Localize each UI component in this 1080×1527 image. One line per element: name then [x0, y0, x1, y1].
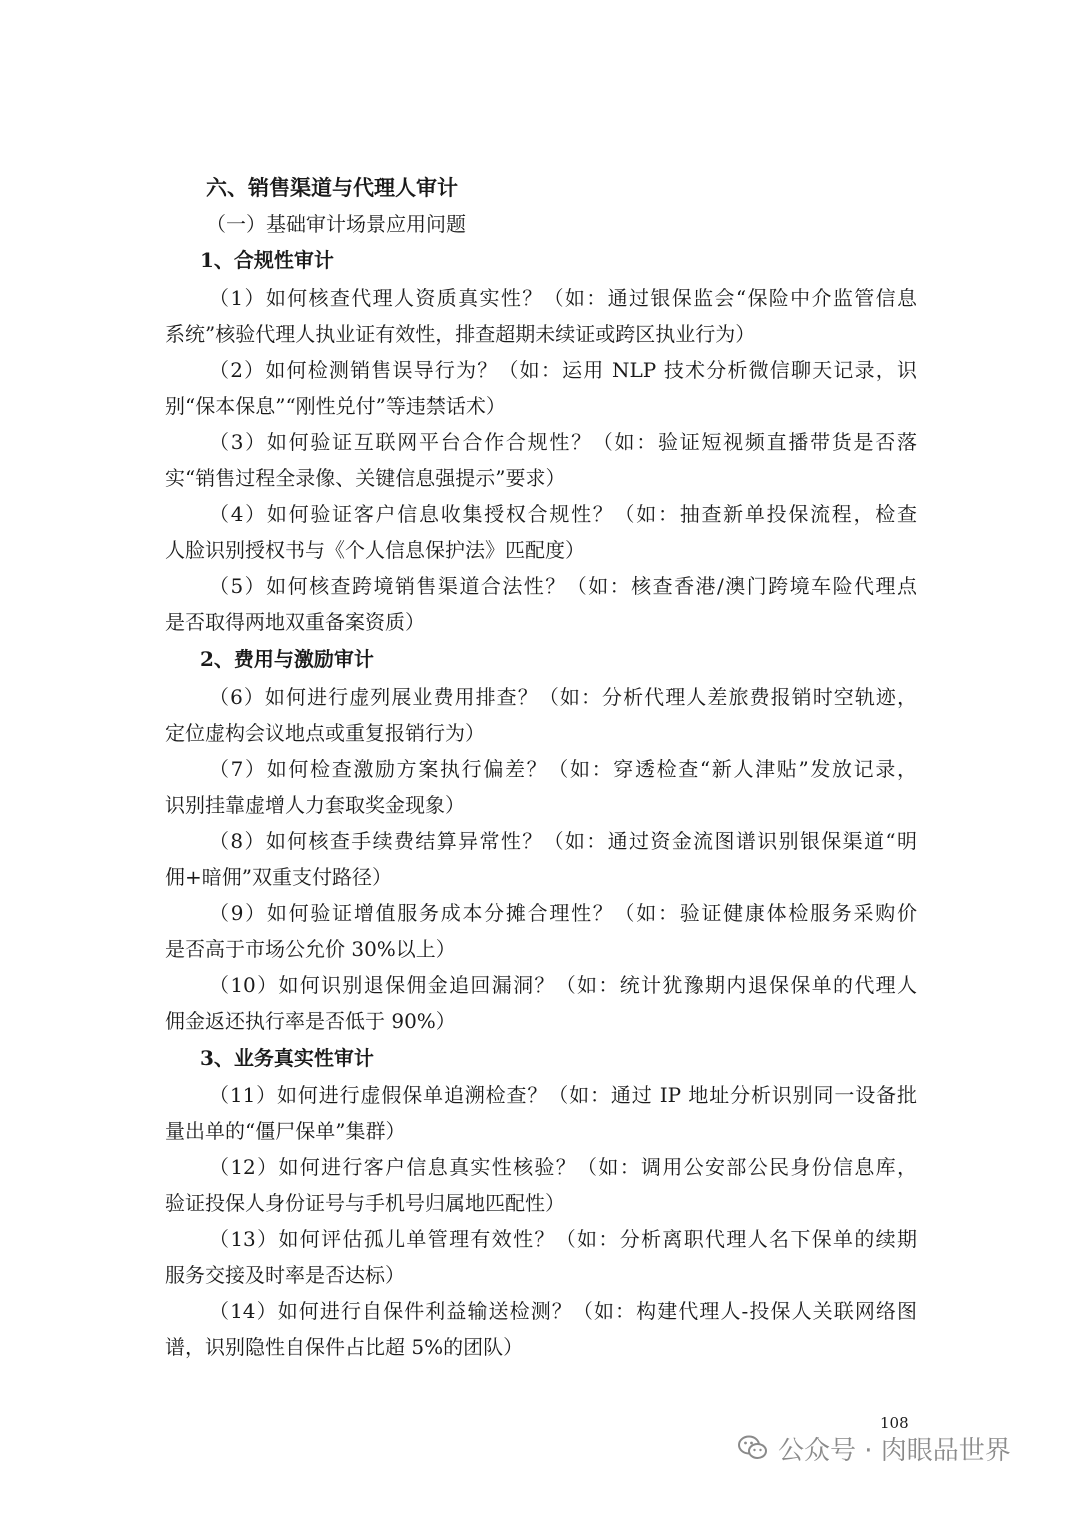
group-title-expense: 2、费用与激励审计: [200, 647, 374, 671]
item-line: （11）如何进行虚假保单追溯检查？（如：通过 IP 地址分析识别同一设备批: [209, 1083, 917, 1107]
item-line: （4）如何验证客户信息收集授权合规性？（如：抽查新单投保流程，检查: [209, 502, 917, 526]
item-line: （6）如何进行虚列展业费用排查？（如：分析代理人差旅费报销时空轨迹，: [209, 685, 917, 709]
item-line: （8）如何核查手续费结算异常性？（如：通过资金流图谱识别银保渠道“明: [209, 829, 917, 853]
list-item: [165, 1221, 917, 1293]
item-line: 系统”核验代理人执业证有效性，排查超期未续证或跨区执业行为）: [165, 322, 756, 346]
list-item: [165, 568, 917, 640]
list-item: [165, 967, 917, 1039]
item-line: 谱，识别隐性自保件占比超 5%的团队）: [165, 1335, 524, 1359]
list-item: [165, 280, 917, 352]
watermark: [738, 1428, 1011, 1468]
item-line: （5）如何核查跨境销售渠道合法性？（如：核查香港/澳门跨境车险代理点: [209, 574, 917, 598]
list-item: [165, 823, 917, 895]
item-line: （13）如何评估孤儿单管理有效性？（如：分析离职代理人名下保单的续期: [209, 1227, 917, 1251]
group-title-authenticity: 3、业务真实性审计: [200, 1046, 374, 1070]
item-line: 是否取得两地双重备案资质）: [165, 610, 425, 634]
item-line: 实“销售过程全录像、关键信息强提示”要求）: [165, 466, 566, 490]
item-line: 量出单的“僵尸保单”集群）: [165, 1119, 406, 1143]
item-line: 佣金返还执行率是否低于 90%）: [165, 1009, 456, 1033]
item-line: 定位虚构会议地点或重复报销行为）: [165, 721, 485, 745]
list-item: [165, 496, 917, 568]
wechat-icon: [738, 1435, 768, 1461]
item-line: 服务交接及时率是否达标）: [165, 1263, 405, 1287]
item-line: 是否高于市场公允价 30%以上）: [165, 937, 456, 961]
list-item: [165, 679, 917, 751]
item-line: （9）如何验证增值服务成本分摊合理性？（如：验证健康体检服务采购价: [209, 901, 917, 925]
list-item: [165, 1149, 917, 1221]
item-line: 佣+暗佣”双重支付路径）: [165, 865, 392, 889]
watermark-text: 公众号 · 肉眼品世界: [778, 1435, 1011, 1466]
item-line: 验证投保人身份证号与手机号归属地匹配性）: [165, 1191, 565, 1215]
item-line: 别“保本保息”“刚性兑付”等违禁话术）: [165, 394, 506, 418]
item-line: 识别挂靠虚增人力套取奖金现象）: [165, 793, 465, 817]
item-line: （12）如何进行客户信息真实性核验？（如：调用公安部公民身份信息库，: [209, 1155, 917, 1179]
item-line: （10）如何识别退保佣金追回漏洞？（如：统计犹豫期内退保保单的代理人: [209, 973, 917, 997]
subsection-title: （一）基础审计场景应用问题: [206, 212, 466, 236]
item-line: 人脸识别授权书与《个人信息保护法》匹配度）: [165, 538, 585, 562]
list-item: [165, 895, 917, 967]
item-line: （3）如何验证互联网平台合作合规性？（如：验证短视频直播带货是否落: [209, 430, 917, 454]
section-title: 六、销售渠道与代理人审计: [206, 176, 458, 200]
item-line: （1）如何核查代理人资质真实性？（如：通过银保监会“保险中介监管信息: [209, 286, 917, 310]
list-item: [165, 352, 917, 424]
list-item: [165, 1293, 917, 1365]
item-line: （14）如何进行自保件利益输送检测？（如：构建代理人-投保人关联网络图: [209, 1299, 917, 1323]
item-line: （7）如何检查激励方案执行偏差？（如：穿透检查“新人津贴”发放记录，: [209, 757, 917, 781]
page-number: 108: [880, 1414, 909, 1432]
group-title-compliance: 1、合规性审计: [200, 248, 334, 272]
item-line: （2）如何检测销售误导行为？（如：运用 NLP 技术分析微信聊天记录，识: [209, 358, 917, 382]
list-item: [165, 1077, 917, 1149]
list-item: [165, 424, 917, 496]
list-item: [165, 751, 917, 823]
